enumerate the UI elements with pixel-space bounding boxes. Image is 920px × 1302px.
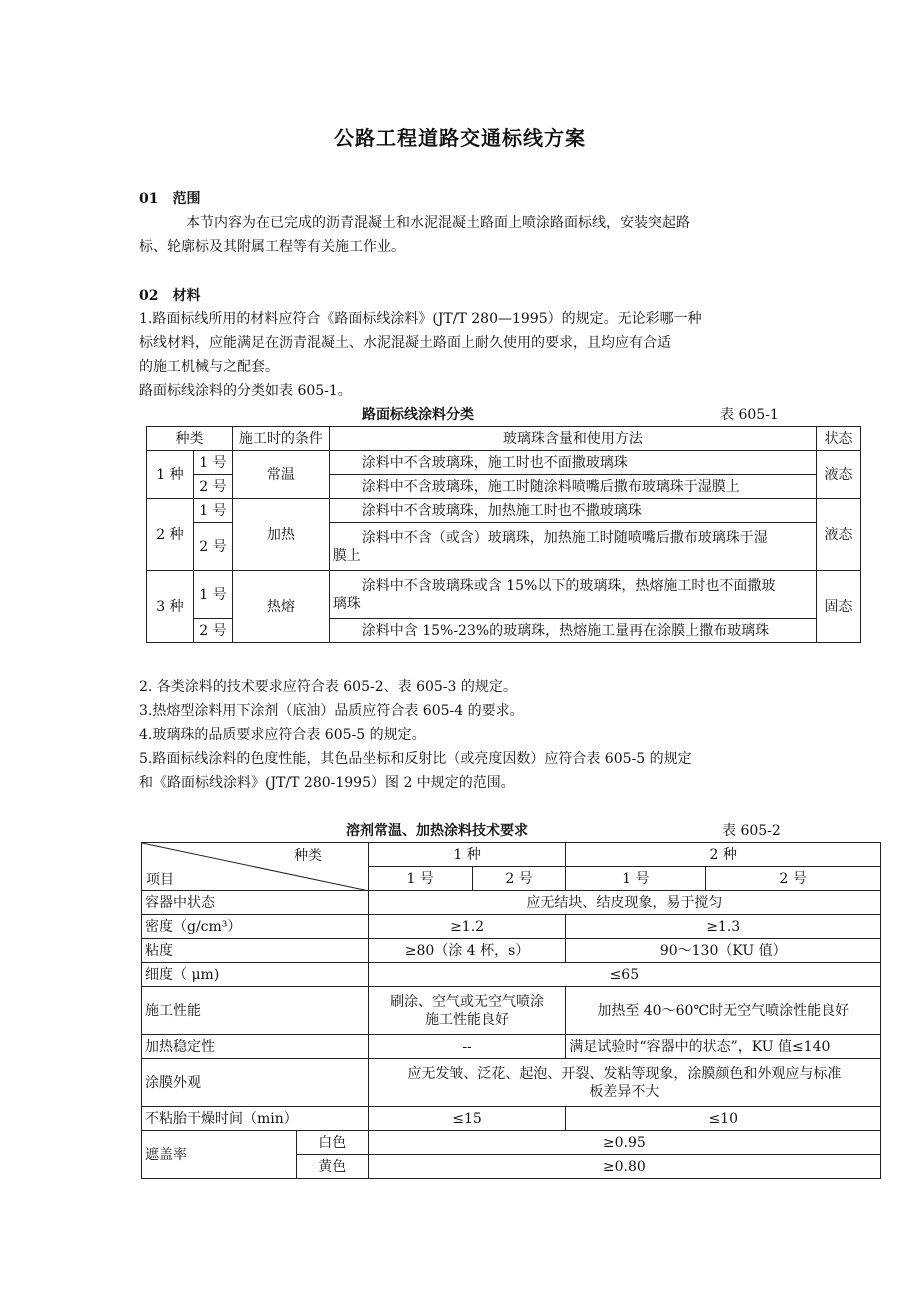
no-cell: 1 号 xyxy=(193,499,232,523)
no-cell: 2 号 xyxy=(193,523,232,571)
row-label: 加热稳定性 xyxy=(142,1035,369,1059)
row-label: 不粘胎干燥时间（min） xyxy=(142,1107,369,1131)
section-heading-scope: 01 范围 xyxy=(139,191,201,207)
row-label: 粘度 xyxy=(142,939,369,963)
row-value xyxy=(368,1059,880,1107)
header-condition: 施工时的条件 xyxy=(233,427,330,451)
row-value: -- xyxy=(368,1035,566,1059)
state-cell: 液态 xyxy=(816,451,860,499)
diagonal-line xyxy=(142,843,369,891)
row-value: ≤10 xyxy=(566,1107,881,1131)
row-label: 细度（ μm) xyxy=(142,963,369,987)
no-cell: 2 号 xyxy=(193,619,232,643)
row-value: 90～130（KU 值） xyxy=(566,939,881,963)
table-caption: 路面标线涂料分类 xyxy=(362,407,474,423)
paragraph-line: 本节内容为在已完成的沥青混凝土和水泥混凝土路面上喷涂路面标线，安装突起路 xyxy=(186,215,690,231)
desc-line: 涂料中不含（或含）玻璃珠，加热施工时随喷嘴后撒布玻璃珠于湿 xyxy=(361,529,768,546)
row-value: 加热至 40～60℃时无空气喷涂性能良好 xyxy=(566,987,881,1035)
coating-classification-table xyxy=(146,426,861,643)
value-line: 刷涂、空气或无空气喷涂 xyxy=(390,993,545,1010)
header-kind: 种类 xyxy=(147,427,233,451)
sub-label: 白色 xyxy=(296,1131,368,1155)
condition-cell: 常温 xyxy=(233,451,330,499)
header-kind-label: 种类 xyxy=(294,848,322,864)
header-diagonal-cell xyxy=(142,843,369,891)
row-label: 施工性能 xyxy=(142,987,369,1035)
sub-header: 2 号 xyxy=(706,867,881,891)
sub-header: 2 号 xyxy=(472,867,566,891)
desc-line: 膜上 xyxy=(332,547,361,564)
kind-cell: 1 种 xyxy=(147,451,194,499)
row-value: ≥1.2 xyxy=(368,915,566,939)
desc-cell: 涂料中不含玻璃珠，施工时随涂料喷嘴后撒布玻璃珠于湿膜上 xyxy=(329,475,816,499)
sub-label: 黄色 xyxy=(296,1155,368,1179)
paragraph-line: 的施工机械与之配套。 xyxy=(139,359,279,375)
row-value: ≥80（涂 4 杯，s） xyxy=(368,939,566,963)
desc-line: 涂料中不含玻璃珠或含 15%以下的玻璃珠，热熔施工时也不面撒玻 xyxy=(361,577,776,594)
row-value: 应无结块、结皮现象，易于搅匀 xyxy=(368,891,880,915)
no-cell: 1 号 xyxy=(193,571,232,619)
desc-cell xyxy=(329,523,816,571)
header-state: 状态 xyxy=(816,427,860,451)
row-value xyxy=(368,987,566,1035)
header-item-label: 项目 xyxy=(146,872,174,888)
table-number: 表 605-1 xyxy=(720,407,779,423)
header-type2: 2 种 xyxy=(566,843,881,867)
state-cell: 固态 xyxy=(816,571,860,643)
note-line: 和《路面标线涂料》(JT/T 280-1995）图 2 中规定的范围。 xyxy=(139,775,515,791)
paragraph-line: 路面标线涂料的分类如表 605-1。 xyxy=(139,383,352,399)
coating-requirements-table xyxy=(141,842,881,1179)
row-label: 涂膜外观 xyxy=(142,1059,369,1107)
desc-cell: 涂料中不含玻璃珠，施工时也不面撒玻璃珠 xyxy=(329,451,816,475)
note-line: 4.玻璃珠的品质要求应符合表 605-5 的规定。 xyxy=(139,727,426,743)
row-value: ≥1.3 xyxy=(566,915,881,939)
desc-cell: 涂料中含 15%-23%的玻璃珠，热熔施工量再在涂膜上撒布玻璃珠 xyxy=(329,619,816,643)
row-label: 密度（g/cm³） xyxy=(142,915,369,939)
paragraph-line: 标、轮廓标及其附属工程等有关施工作业。 xyxy=(139,239,405,255)
section-heading-materials: 02 材料 xyxy=(139,288,201,304)
desc-line: 璃珠 xyxy=(332,595,361,612)
row-value: ≥0.80 xyxy=(368,1155,880,1179)
state-cell: 液态 xyxy=(816,499,860,571)
row-value: ≤65 xyxy=(368,963,880,987)
header-type1: 1 种 xyxy=(368,843,566,867)
sub-header: 1 号 xyxy=(566,867,706,891)
note-line: 5.路面标线涂料的色度性能，其色品坐标和反射比（或亮度因数）应符合表 605-5 的规定 xyxy=(139,751,692,767)
row-label: 容器中状态 xyxy=(142,891,369,915)
condition-cell: 加热 xyxy=(233,499,330,571)
header-method: 玻璃珠含量和使用方法 xyxy=(329,427,816,451)
no-cell: 1 号 xyxy=(193,451,232,475)
note-line: 2. 各类涂料的技术要求应符合表 605-2、表 605-3 的规定。 xyxy=(139,679,517,695)
desc-cell: 涂料中不含玻璃珠，加热施工时也不撒玻璃珠 xyxy=(329,499,816,523)
row-value: 满足试验时“容器中的状态”，KU 值≤140 xyxy=(566,1035,881,1059)
kind-cell: 2 种 xyxy=(147,499,194,571)
row-label: 遮盖率 xyxy=(142,1131,297,1179)
paragraph-line: 1.路面标线所用的材料应符合《路面标线涂料》(JT/T 280—1995）的规定。无论彩哪一种 xyxy=(139,311,702,327)
value-line: 板差异不大 xyxy=(589,1083,660,1100)
table-number: 表 605-2 xyxy=(722,823,781,839)
page-title: 公路工程道路交通标线方案 xyxy=(334,126,586,150)
kind-cell: 3 种 xyxy=(147,571,194,643)
value-line: 施工性能良好 xyxy=(425,1011,510,1028)
row-value: ≤15 xyxy=(368,1107,566,1131)
no-cell: 2 号 xyxy=(193,475,232,499)
table-caption: 溶剂常温、加热涂料技术要求 xyxy=(346,823,528,839)
note-line: 3.热熔型涂料用下涂剂（底油）品质应符合表 605-4 的要求。 xyxy=(139,703,524,719)
sub-header: 1 号 xyxy=(368,867,472,891)
condition-cell: 热熔 xyxy=(233,571,330,643)
paragraph-line: 标线材料，应能满足在沥青混凝土、水泥混凝土路面上耐久使用的要求，且均应有合适 xyxy=(139,335,671,351)
desc-cell xyxy=(329,571,816,619)
row-value: ≥0.95 xyxy=(368,1131,880,1155)
value-line: 应无发皱、泛花、起泡、开裂、发粘等现象，涂膜颜色和外观应与标准 xyxy=(407,1065,842,1082)
